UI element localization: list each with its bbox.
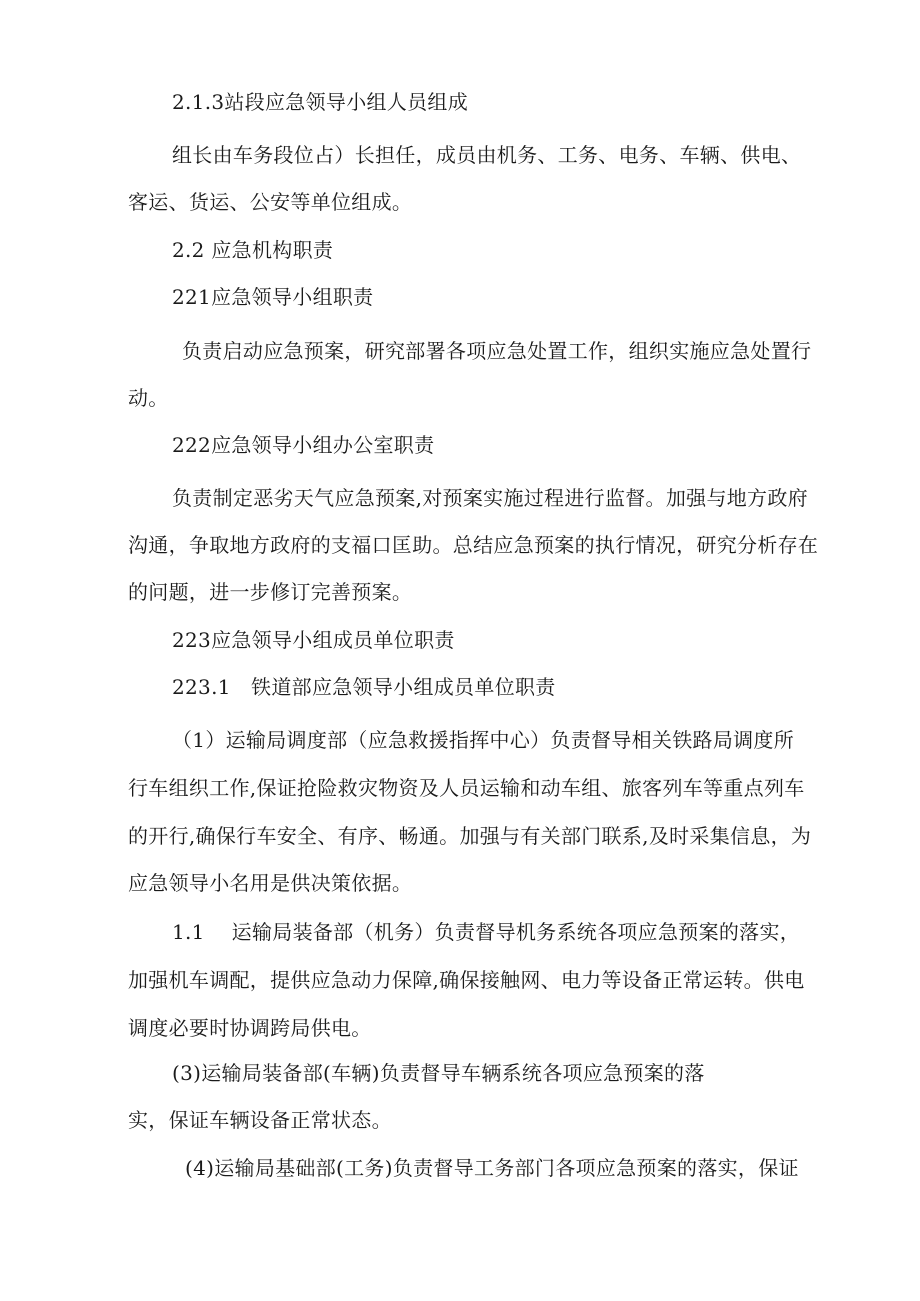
paragraph-line: 动。 xyxy=(128,386,169,410)
paragraph-line: 组长由车务段位占）长担任，成员由机务、工务、电务、车辆、供电、 xyxy=(172,143,802,167)
paragraph-line: 负责制定恶劣天气应急预案,对预案实施过程进行监督。加强与地方政府 xyxy=(172,486,808,510)
section-heading-2-2: 2.2 应急机构职责 xyxy=(172,238,334,262)
section-heading-223: 223应急领导小组成员单位职责 xyxy=(172,628,455,652)
paragraph-line: 的开行,确保行车安全、有序、畅通。加强与有关部门联系,及时采集信息，为 xyxy=(128,824,812,848)
paragraph-line: 应急领导小名用是供决策依据。 xyxy=(128,871,413,895)
section-heading-222: 222应急领导小组办公室职责 xyxy=(172,433,435,457)
paragraph-line: 负责启动应急预案，研究部署各项应急处置工作，组织实施应急处置行 xyxy=(182,339,812,363)
paragraph-line: (4)运输局基础部(工务)负责督导工务部门各项应急预案的落实，保证 xyxy=(185,1156,799,1180)
paragraph-line: 行车组织工作,保证抢险救灾物资及人员运输和动车组、旅客列车等重点列车 xyxy=(128,776,805,800)
paragraph-line: （1）运输局调度部（应急救援指挥中心）负责督导相关铁路局调度所 xyxy=(172,728,795,752)
paragraph-line: 客运、货运、公安等单位组成。 xyxy=(128,190,413,214)
paragraph-line: (3)运输局装备部(车辆)负责督导车辆系统各项应急预案的落 xyxy=(172,1061,705,1085)
paragraph-line: 1.1 运输局装备部（机务）负责督导机务系统各项应急预案的落实， xyxy=(172,920,801,944)
section-heading-223-1: 223.1 铁道部应急领导小组成员单位职责 xyxy=(172,675,556,699)
paragraph-line: 调度必要时协调跨局供电。 xyxy=(128,1016,372,1040)
paragraph-line: 实，保证车辆设备正常状态。 xyxy=(128,1108,392,1132)
paragraph-line: 沟通，争取地方政府的支福口匡助。总结应急预案的执行情况，研究分析存在 xyxy=(128,533,819,557)
paragraph-line: 加强机车调配，提供应急动力保障,确保接触网、电力等设备正常运转。供电 xyxy=(128,968,805,992)
section-heading-2-1-3: 2.1.3站段应急领导小组人员组成 xyxy=(172,90,468,114)
section-heading-221: 221应急领导小组职责 xyxy=(172,285,374,309)
paragraph-line: 的问题，进一步修订完善预案。 xyxy=(128,580,413,604)
